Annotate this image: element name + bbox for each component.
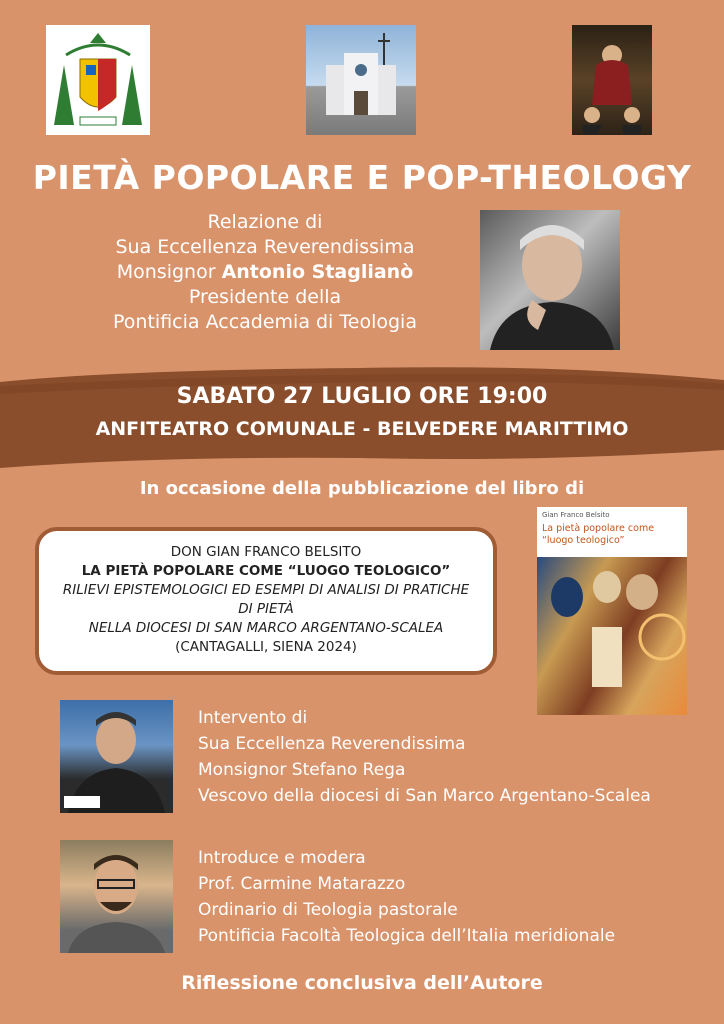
book-subtitle: DI PIETÀ bbox=[238, 601, 294, 617]
cover-author: Gian Franco Belsito bbox=[542, 511, 610, 519]
church-image bbox=[306, 25, 416, 135]
book-cover-image bbox=[537, 507, 687, 715]
speaker-title: Monsignor bbox=[116, 261, 222, 283]
prof-matarazzo-portrait bbox=[60, 840, 173, 953]
intervention-line: Sua Eccellenza Reverendissima bbox=[198, 734, 466, 754]
speaker-name-line bbox=[60, 260, 470, 285]
book-title: LA PIETÀ POPOLARE COME “LUOGO TEOLOGICO” bbox=[81, 563, 451, 579]
moderator-block bbox=[198, 845, 615, 949]
closing-remark: Riflessione conclusiva dell’Autore bbox=[181, 972, 543, 994]
cover-title: La pietà popolare come “luogo teologico” bbox=[542, 523, 655, 546]
speaker-block bbox=[60, 210, 470, 335]
intervention-block bbox=[198, 705, 651, 809]
banner-text bbox=[0, 380, 724, 444]
book-author: DON GIAN FRANCO BELSITO bbox=[170, 544, 362, 560]
book-subtitle: NELLA DIOCESI DI SAN MARCO ARGENTANO-SCALEA bbox=[88, 620, 444, 636]
bishop-rega-portrait bbox=[60, 700, 173, 813]
event-date: SABATO 27 LUGLIO ORE 19:00 bbox=[176, 384, 548, 409]
speaker-name: Antonio Staglianò bbox=[221, 261, 414, 283]
intervention-line: Monsignor Stefano Rega bbox=[198, 760, 406, 780]
speaker-line: Presidente della bbox=[188, 286, 342, 308]
coat-of-arms-image bbox=[46, 25, 150, 135]
book-publisher: (CANTAGALLI, SIENA 2024) bbox=[175, 639, 357, 655]
speaker-line: Sua Eccellenza Reverendissima bbox=[115, 236, 415, 258]
speaker-line: Relazione di bbox=[207, 211, 323, 233]
moderator-line: Ordinario di Teologia pastorale bbox=[198, 900, 458, 920]
intervention-line: Vescovo della diocesi di San Marco Argentano-Scalea bbox=[198, 786, 651, 806]
moderator-line: Pontificia Facoltà Teologica dell’Italia meridionale bbox=[198, 926, 616, 946]
madonna-painting-image bbox=[572, 25, 652, 135]
intervention-line: Intervento di bbox=[198, 708, 308, 728]
occasion-text: In occasione della pubblicazione del libro di bbox=[139, 478, 585, 499]
book-info-box bbox=[35, 527, 497, 675]
event-place: ANFITEATRO COMUNALE - BELVEDERE MARITTIMO bbox=[95, 418, 629, 440]
moderator-line: Prof. Carmine Matarazzo bbox=[198, 874, 406, 894]
speaker-portrait bbox=[480, 210, 620, 350]
cover-artwork bbox=[537, 557, 687, 715]
moderator-line: Introduce e modera bbox=[198, 848, 366, 868]
event-title: PIETÀ POPOLARE E POP-THEOLOGY bbox=[32, 158, 692, 197]
book-subtitle: RILIEVI EPISTEMOLOGICI ED ESEMPI DI ANALISI DI PRATICHE bbox=[62, 582, 470, 598]
speaker-line: Pontificia Accademia di Teologia bbox=[113, 311, 417, 333]
